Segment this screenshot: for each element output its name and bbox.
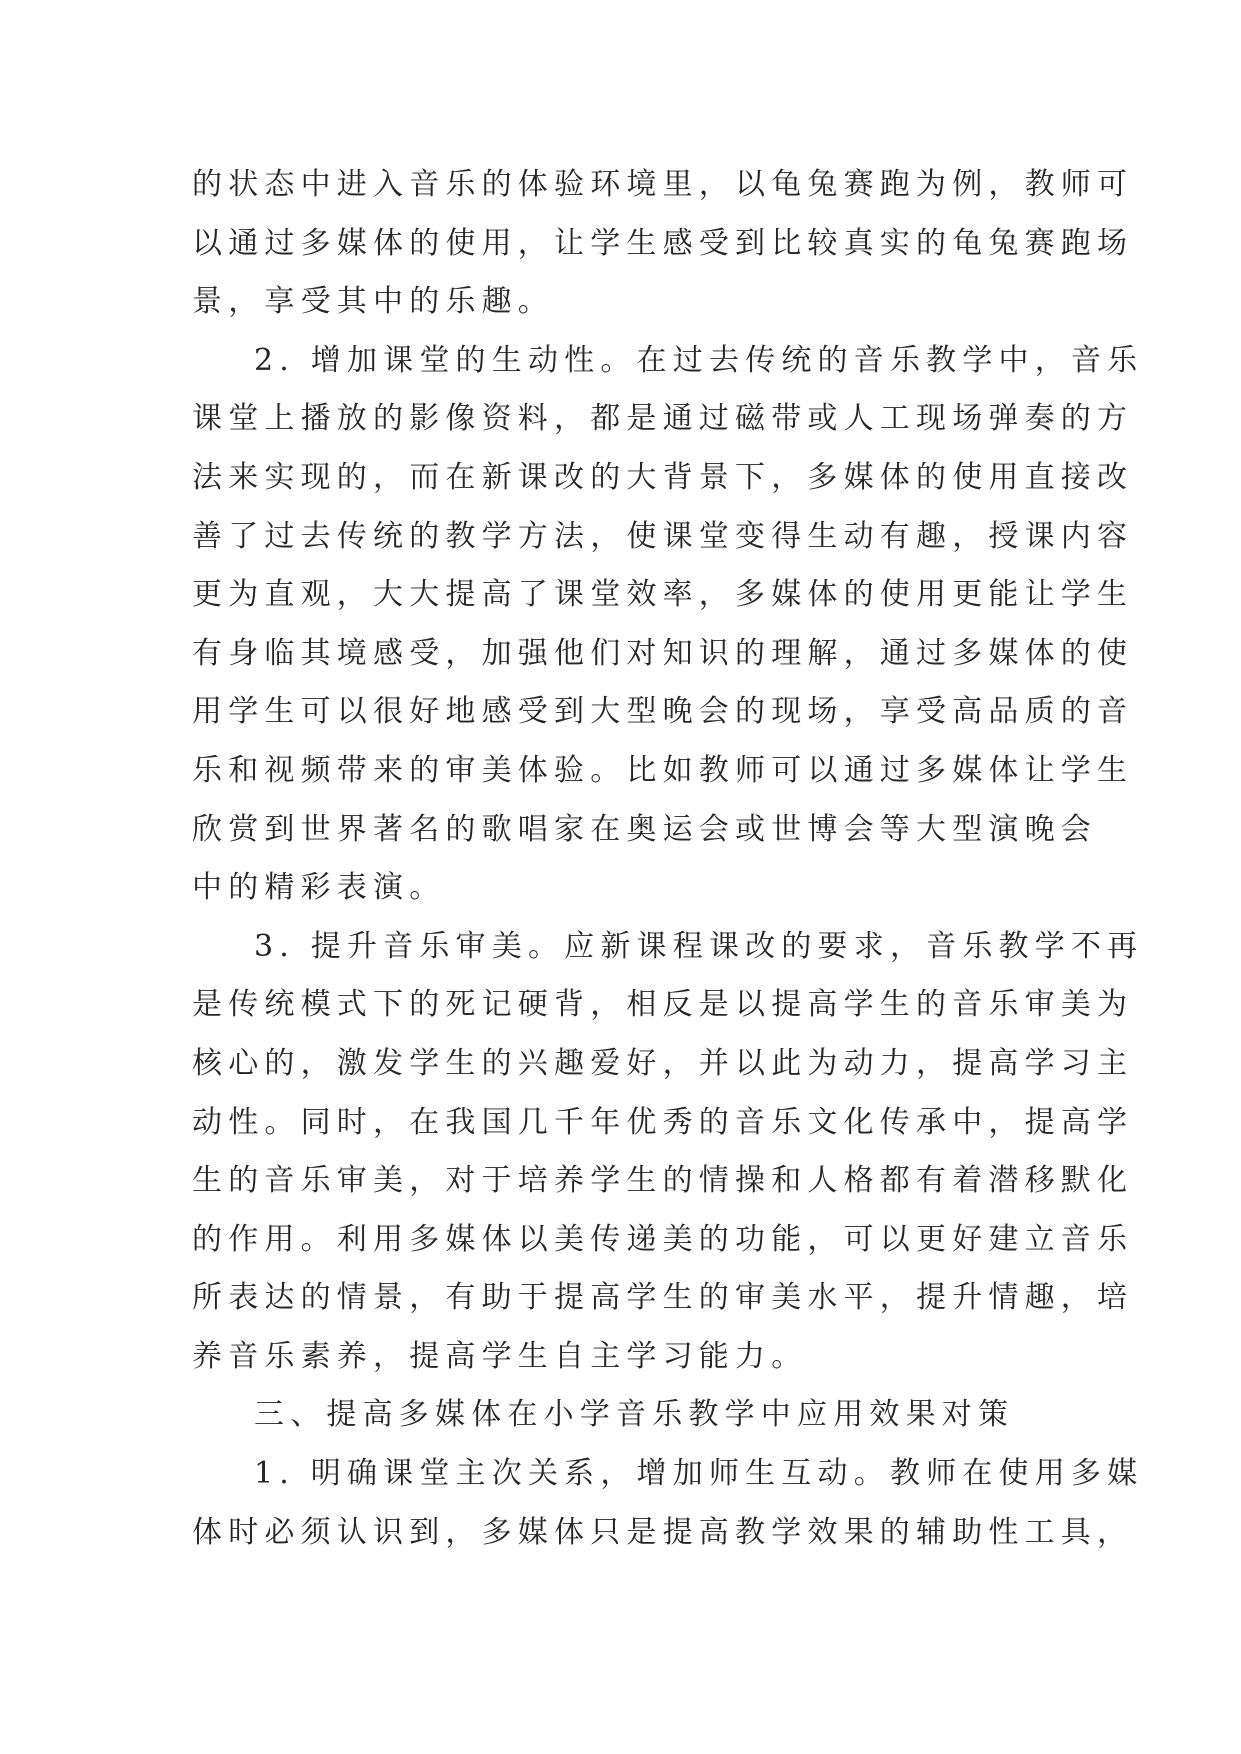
text-line: 用学生可以很好地感受到大型晚会的现场，享受高品质的音 bbox=[192, 694, 1134, 730]
text-line: 以通过多媒体的使用，让学生感受到比较真实的龟兔赛跑场 bbox=[192, 225, 1134, 261]
text-line: 欣赏到世界著名的歌唱家在奥运会或世博会等大型演晚会 bbox=[192, 811, 1097, 847]
text-line: 景，享受其中的乐趣。 bbox=[192, 284, 554, 320]
text-line: 中的精彩表演。 bbox=[192, 870, 446, 906]
text-line: 的作用。利用多媒体以美传递美的功能，可以更好建立音乐 bbox=[192, 1221, 1134, 1257]
text-line: 法来实现的，而在新课改的大背景下，多媒体的使用直接改 bbox=[192, 459, 1134, 495]
text-line: 核心的，激发学生的兴趣爱好，并以此为动力，提高学习主 bbox=[192, 1045, 1134, 1081]
document-body bbox=[192, 156, 1144, 1562]
text-line: 1. 明确课堂主次关系，增加师生互动。教师在使用多媒 bbox=[254, 1456, 1144, 1492]
text-line: 更为直观，大大提高了课堂效率，多媒体的使用更能让学生 bbox=[192, 577, 1134, 613]
text-line: 生的音乐审美，对于培养学生的情操和人格都有着潜移默化 bbox=[192, 1163, 1134, 1199]
text-line: 的状态中进入音乐的体验环境里，以龟兔赛跑为例，教师可 bbox=[192, 167, 1134, 202]
text-line: 乐和视频带来的审美体验。比如教师可以通过多媒体让学生 bbox=[192, 752, 1134, 788]
text-line: 善了过去传统的教学方法，使课堂变得生动有趣，授课内容 bbox=[192, 518, 1134, 554]
text-line: 体时必须认识到，多媒体只是提高教学效果的辅助性工具， bbox=[192, 1514, 1134, 1550]
text-line: 是传统模式下的死记硬背，相反是以提高学生的音乐审美为 bbox=[192, 987, 1134, 1023]
text-line: 所表达的情景，有助于提高学生的审美水平，提升情趣，培 bbox=[192, 1280, 1134, 1316]
text-line: 3. 提升音乐审美。应新课程课改的要求，音乐教学不再 bbox=[254, 928, 1144, 964]
text-line: 2. 增加课堂的生动性。在过去传统的音乐教学中，音乐 bbox=[254, 342, 1144, 378]
text-line: 三、提高多媒体在小学音乐教学中应用效果对策 bbox=[254, 1397, 1015, 1433]
text-line: 课堂上播放的影像资料，都是通过磁带或人工现场弹奏的方 bbox=[192, 401, 1134, 437]
text-line: 动性。同时，在我国几千年优秀的音乐文化传承中，提高学 bbox=[192, 1104, 1134, 1140]
text-line: 养音乐素养，提高学生自主学习能力。 bbox=[192, 1338, 808, 1374]
text-line: 有身临其境感受，加强他们对知识的理解，通过多媒体的使 bbox=[192, 635, 1134, 671]
